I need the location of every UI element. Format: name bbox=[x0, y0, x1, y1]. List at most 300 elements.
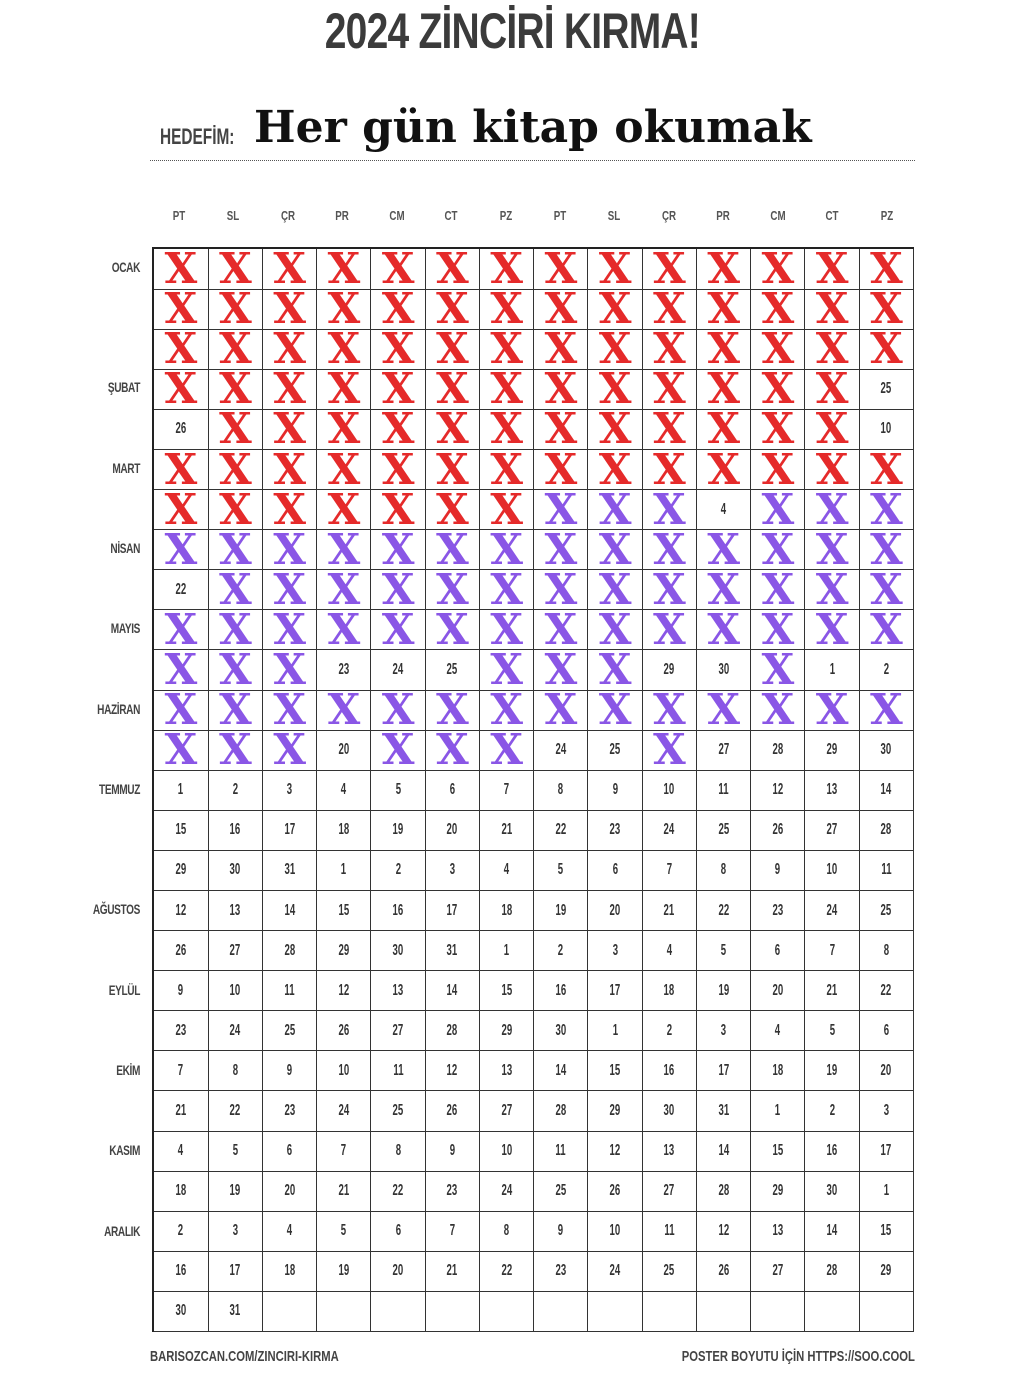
day-cell[interactable] bbox=[642, 770, 696, 810]
day-cell[interactable] bbox=[317, 730, 371, 770]
day-cell[interactable] bbox=[642, 810, 696, 850]
day-cell[interactable] bbox=[425, 685, 479, 735]
day-cell[interactable] bbox=[588, 1131, 642, 1171]
day-cell[interactable] bbox=[425, 284, 479, 334]
day-cell[interactable] bbox=[642, 284, 696, 334]
day-cell[interactable] bbox=[262, 1251, 316, 1291]
day-cell[interactable] bbox=[317, 891, 371, 931]
day-cell[interactable] bbox=[479, 810, 533, 850]
day-cell[interactable] bbox=[588, 1091, 642, 1131]
day-cell[interactable] bbox=[479, 891, 533, 931]
day-cell[interactable] bbox=[588, 604, 642, 654]
day-cell[interactable] bbox=[805, 324, 859, 374]
day-cell[interactable] bbox=[859, 243, 913, 293]
day-cell[interactable] bbox=[642, 685, 696, 735]
day-cell[interactable] bbox=[262, 685, 316, 735]
day-cell[interactable] bbox=[317, 931, 371, 971]
day-cell[interactable] bbox=[208, 1051, 262, 1091]
day-cell[interactable] bbox=[805, 1051, 859, 1091]
day-cell[interactable] bbox=[154, 850, 208, 890]
day-cell[interactable] bbox=[262, 524, 316, 574]
day-cell[interactable] bbox=[534, 564, 588, 614]
day-cell[interactable] bbox=[317, 564, 371, 614]
day-cell[interactable] bbox=[859, 1131, 913, 1171]
day-cell[interactable] bbox=[588, 810, 642, 850]
day-cell[interactable] bbox=[208, 1211, 262, 1251]
day-cell[interactable] bbox=[642, 931, 696, 971]
day-cell[interactable] bbox=[479, 524, 533, 574]
day-cell[interactable] bbox=[696, 284, 750, 334]
day-cell[interactable] bbox=[479, 1171, 533, 1211]
day-cell[interactable] bbox=[805, 931, 859, 971]
day-cell[interactable] bbox=[859, 1251, 913, 1291]
day-cell[interactable] bbox=[317, 1171, 371, 1211]
day-cell[interactable] bbox=[262, 891, 316, 931]
day-cell[interactable] bbox=[154, 484, 208, 534]
day-cell[interactable] bbox=[751, 1211, 805, 1251]
day-cell[interactable] bbox=[479, 1211, 533, 1251]
day-cell[interactable] bbox=[588, 971, 642, 1011]
day-cell[interactable] bbox=[371, 1171, 425, 1211]
day-cell[interactable] bbox=[534, 404, 588, 454]
day-cell[interactable] bbox=[371, 650, 425, 690]
day-cell[interactable] bbox=[479, 444, 533, 494]
day-cell[interactable] bbox=[154, 810, 208, 850]
day-cell[interactable] bbox=[642, 1131, 696, 1171]
day-cell[interactable] bbox=[479, 770, 533, 810]
day-cell[interactable] bbox=[208, 524, 262, 574]
day-cell[interactable] bbox=[262, 644, 316, 694]
day-cell[interactable] bbox=[317, 650, 371, 690]
day-cell[interactable] bbox=[425, 1011, 479, 1051]
day-cell[interactable] bbox=[534, 891, 588, 931]
day-cell[interactable] bbox=[154, 1211, 208, 1251]
day-cell[interactable] bbox=[317, 484, 371, 534]
day-cell[interactable] bbox=[588, 404, 642, 454]
day-cell[interactable] bbox=[805, 971, 859, 1011]
day-cell[interactable] bbox=[154, 725, 208, 775]
day-cell[interactable] bbox=[751, 644, 805, 694]
day-cell[interactable] bbox=[262, 971, 316, 1011]
day-cell[interactable] bbox=[696, 1291, 750, 1331]
day-cell[interactable] bbox=[751, 770, 805, 810]
day-cell[interactable] bbox=[425, 364, 479, 414]
day-cell[interactable] bbox=[696, 1051, 750, 1091]
day-cell[interactable] bbox=[425, 1291, 479, 1331]
day-cell[interactable] bbox=[154, 570, 208, 610]
day-cell[interactable] bbox=[371, 1291, 425, 1331]
day-cell[interactable] bbox=[805, 1131, 859, 1171]
day-cell[interactable] bbox=[425, 1131, 479, 1171]
day-cell[interactable] bbox=[425, 243, 479, 293]
day-cell[interactable] bbox=[154, 1091, 208, 1131]
day-cell[interactable] bbox=[425, 810, 479, 850]
day-cell[interactable] bbox=[208, 770, 262, 810]
day-cell[interactable] bbox=[534, 1291, 588, 1331]
day-cell[interactable] bbox=[371, 243, 425, 293]
day-cell[interactable] bbox=[262, 364, 316, 414]
day-cell[interactable] bbox=[588, 284, 642, 334]
day-cell[interactable] bbox=[751, 444, 805, 494]
day-cell[interactable] bbox=[425, 1051, 479, 1091]
day-cell[interactable] bbox=[262, 850, 316, 890]
day-cell[interactable] bbox=[696, 604, 750, 654]
day-cell[interactable] bbox=[154, 931, 208, 971]
day-cell[interactable] bbox=[479, 1131, 533, 1171]
day-cell[interactable] bbox=[208, 850, 262, 890]
day-cell[interactable] bbox=[534, 1171, 588, 1211]
day-cell[interactable] bbox=[317, 444, 371, 494]
day-cell[interactable] bbox=[479, 931, 533, 971]
day-cell[interactable] bbox=[588, 1291, 642, 1331]
day-cell[interactable] bbox=[751, 604, 805, 654]
day-cell[interactable] bbox=[425, 444, 479, 494]
day-cell[interactable] bbox=[425, 725, 479, 775]
day-cell[interactable] bbox=[154, 444, 208, 494]
day-cell[interactable] bbox=[588, 1051, 642, 1091]
day-cell[interactable] bbox=[317, 404, 371, 454]
day-cell[interactable] bbox=[642, 444, 696, 494]
day-cell[interactable] bbox=[805, 1291, 859, 1331]
day-cell[interactable] bbox=[154, 1131, 208, 1171]
day-cell[interactable] bbox=[479, 1291, 533, 1331]
day-cell[interactable] bbox=[859, 891, 913, 931]
day-cell[interactable] bbox=[479, 685, 533, 735]
day-cell[interactable] bbox=[317, 971, 371, 1011]
day-cell[interactable] bbox=[805, 650, 859, 690]
day-cell[interactable] bbox=[642, 243, 696, 293]
day-cell[interactable] bbox=[588, 243, 642, 293]
day-cell[interactable] bbox=[751, 1291, 805, 1331]
day-cell[interactable] bbox=[696, 444, 750, 494]
day-cell[interactable] bbox=[154, 1291, 208, 1331]
day-cell[interactable] bbox=[642, 891, 696, 931]
day-cell[interactable] bbox=[371, 971, 425, 1011]
day-cell[interactable] bbox=[425, 1091, 479, 1131]
day-cell[interactable] bbox=[371, 685, 425, 735]
day-cell[interactable] bbox=[805, 1251, 859, 1291]
day-cell[interactable] bbox=[317, 770, 371, 810]
day-cell[interactable] bbox=[371, 324, 425, 374]
day-cell[interactable] bbox=[425, 971, 479, 1011]
day-cell[interactable] bbox=[208, 725, 262, 775]
day-cell[interactable] bbox=[696, 770, 750, 810]
day-cell[interactable] bbox=[805, 730, 859, 770]
day-cell[interactable] bbox=[208, 931, 262, 971]
day-cell[interactable] bbox=[534, 604, 588, 654]
day-cell[interactable] bbox=[534, 243, 588, 293]
day-cell[interactable] bbox=[317, 810, 371, 850]
day-cell[interactable] bbox=[479, 725, 533, 775]
day-cell[interactable] bbox=[534, 364, 588, 414]
day-cell[interactable] bbox=[534, 1211, 588, 1251]
day-cell[interactable] bbox=[479, 1091, 533, 1131]
day-cell[interactable] bbox=[479, 404, 533, 454]
day-cell[interactable] bbox=[208, 1251, 262, 1291]
day-cell[interactable] bbox=[534, 850, 588, 890]
day-cell[interactable] bbox=[371, 444, 425, 494]
day-cell[interactable] bbox=[262, 1291, 316, 1331]
day-cell[interactable] bbox=[534, 931, 588, 971]
day-cell[interactable] bbox=[751, 484, 805, 534]
day-cell[interactable] bbox=[317, 1291, 371, 1331]
day-cell[interactable] bbox=[262, 284, 316, 334]
day-cell[interactable] bbox=[642, 1251, 696, 1291]
day-cell[interactable] bbox=[208, 484, 262, 534]
day-cell[interactable] bbox=[154, 284, 208, 334]
day-cell[interactable] bbox=[262, 931, 316, 971]
day-cell[interactable] bbox=[805, 1011, 859, 1051]
day-cell[interactable] bbox=[859, 564, 913, 614]
day-cell[interactable] bbox=[534, 685, 588, 735]
day-cell[interactable] bbox=[696, 971, 750, 1011]
day-cell[interactable] bbox=[642, 324, 696, 374]
day-cell[interactable] bbox=[751, 971, 805, 1011]
day-cell[interactable] bbox=[262, 810, 316, 850]
day-cell[interactable] bbox=[751, 284, 805, 334]
day-cell[interactable] bbox=[479, 324, 533, 374]
day-cell[interactable] bbox=[588, 1211, 642, 1251]
day-cell[interactable] bbox=[805, 604, 859, 654]
day-cell[interactable] bbox=[262, 1091, 316, 1131]
day-cell[interactable] bbox=[479, 284, 533, 334]
day-cell[interactable] bbox=[479, 971, 533, 1011]
day-cell[interactable] bbox=[859, 444, 913, 494]
day-cell[interactable] bbox=[805, 484, 859, 534]
day-cell[interactable] bbox=[154, 409, 208, 449]
day-cell[interactable] bbox=[588, 324, 642, 374]
day-cell[interactable] bbox=[262, 770, 316, 810]
day-cell[interactable] bbox=[751, 850, 805, 890]
day-cell[interactable] bbox=[805, 404, 859, 454]
day-cell[interactable] bbox=[534, 644, 588, 694]
day-cell[interactable] bbox=[751, 685, 805, 735]
day-cell[interactable] bbox=[696, 364, 750, 414]
day-cell[interactable] bbox=[371, 284, 425, 334]
day-cell[interactable] bbox=[534, 324, 588, 374]
day-cell[interactable] bbox=[479, 1011, 533, 1051]
day-cell[interactable] bbox=[588, 564, 642, 614]
day-cell[interactable] bbox=[208, 284, 262, 334]
day-cell[interactable] bbox=[371, 1051, 425, 1091]
day-cell[interactable] bbox=[588, 484, 642, 534]
day-cell[interactable] bbox=[805, 891, 859, 931]
day-cell[interactable] bbox=[642, 725, 696, 775]
day-cell[interactable] bbox=[371, 404, 425, 454]
day-cell[interactable] bbox=[805, 770, 859, 810]
day-cell[interactable] bbox=[479, 644, 533, 694]
day-cell[interactable] bbox=[371, 364, 425, 414]
day-cell[interactable] bbox=[805, 1091, 859, 1131]
day-cell[interactable] bbox=[262, 1131, 316, 1171]
day-cell[interactable] bbox=[805, 685, 859, 735]
day-cell[interactable] bbox=[751, 891, 805, 931]
day-cell[interactable] bbox=[534, 810, 588, 850]
day-cell[interactable] bbox=[425, 891, 479, 931]
day-cell[interactable] bbox=[859, 810, 913, 850]
day-cell[interactable] bbox=[642, 1291, 696, 1331]
day-cell[interactable] bbox=[154, 1011, 208, 1051]
day-cell[interactable] bbox=[262, 1171, 316, 1211]
day-cell[interactable] bbox=[534, 1051, 588, 1091]
day-cell[interactable] bbox=[696, 685, 750, 735]
day-cell[interactable] bbox=[425, 404, 479, 454]
day-cell[interactable] bbox=[696, 1211, 750, 1251]
day-cell[interactable] bbox=[534, 971, 588, 1011]
day-cell[interactable] bbox=[751, 404, 805, 454]
day-cell[interactable] bbox=[642, 1051, 696, 1091]
day-cell[interactable] bbox=[479, 1051, 533, 1091]
day-cell[interactable] bbox=[859, 1171, 913, 1211]
day-cell[interactable] bbox=[317, 1251, 371, 1291]
day-cell[interactable] bbox=[642, 1011, 696, 1051]
day-cell[interactable] bbox=[805, 243, 859, 293]
day-cell[interactable] bbox=[371, 1011, 425, 1051]
day-cell[interactable] bbox=[208, 1291, 262, 1331]
day-cell[interactable] bbox=[208, 324, 262, 374]
day-cell[interactable] bbox=[371, 1091, 425, 1131]
day-cell[interactable] bbox=[208, 444, 262, 494]
day-cell[interactable] bbox=[859, 324, 913, 374]
day-cell[interactable] bbox=[154, 243, 208, 293]
day-cell[interactable] bbox=[262, 444, 316, 494]
day-cell[interactable] bbox=[534, 444, 588, 494]
day-cell[interactable] bbox=[371, 484, 425, 534]
day-cell[interactable] bbox=[479, 1251, 533, 1291]
day-cell[interactable] bbox=[208, 685, 262, 735]
day-cell[interactable] bbox=[859, 850, 913, 890]
day-cell[interactable] bbox=[859, 770, 913, 810]
day-cell[interactable] bbox=[208, 564, 262, 614]
day-cell[interactable] bbox=[425, 850, 479, 890]
day-cell[interactable] bbox=[262, 243, 316, 293]
day-cell[interactable] bbox=[859, 971, 913, 1011]
day-cell[interactable] bbox=[859, 484, 913, 534]
day-cell[interactable] bbox=[588, 1011, 642, 1051]
day-cell[interactable] bbox=[859, 1091, 913, 1131]
day-cell[interactable] bbox=[479, 604, 533, 654]
day-cell[interactable] bbox=[317, 364, 371, 414]
day-cell[interactable] bbox=[859, 650, 913, 690]
day-cell[interactable] bbox=[154, 1051, 208, 1091]
day-cell[interactable] bbox=[642, 564, 696, 614]
day-cell[interactable] bbox=[262, 725, 316, 775]
day-cell[interactable] bbox=[642, 1211, 696, 1251]
day-cell[interactable] bbox=[479, 850, 533, 890]
day-cell[interactable] bbox=[262, 1051, 316, 1091]
day-cell[interactable] bbox=[425, 770, 479, 810]
day-cell[interactable] bbox=[208, 644, 262, 694]
day-cell[interactable] bbox=[425, 1211, 479, 1251]
day-cell[interactable] bbox=[371, 810, 425, 850]
day-cell[interactable] bbox=[696, 1011, 750, 1051]
day-cell[interactable] bbox=[262, 604, 316, 654]
day-cell[interactable] bbox=[751, 243, 805, 293]
day-cell[interactable] bbox=[534, 770, 588, 810]
day-cell[interactable] bbox=[425, 931, 479, 971]
day-cell[interactable] bbox=[859, 931, 913, 971]
day-cell[interactable] bbox=[479, 364, 533, 414]
day-cell[interactable] bbox=[317, 850, 371, 890]
day-cell[interactable] bbox=[696, 850, 750, 890]
day-cell[interactable] bbox=[588, 524, 642, 574]
day-cell[interactable] bbox=[642, 1091, 696, 1131]
day-cell[interactable] bbox=[371, 770, 425, 810]
day-cell[interactable] bbox=[588, 364, 642, 414]
day-cell[interactable] bbox=[696, 324, 750, 374]
day-cell[interactable] bbox=[859, 284, 913, 334]
day-cell[interactable] bbox=[154, 644, 208, 694]
day-cell[interactable] bbox=[588, 770, 642, 810]
day-cell[interactable] bbox=[751, 1051, 805, 1091]
day-cell[interactable] bbox=[859, 1011, 913, 1051]
day-cell[interactable] bbox=[642, 604, 696, 654]
day-cell[interactable] bbox=[805, 364, 859, 414]
day-cell[interactable] bbox=[642, 364, 696, 414]
day-cell[interactable] bbox=[642, 524, 696, 574]
day-cell[interactable] bbox=[696, 730, 750, 770]
day-cell[interactable] bbox=[154, 324, 208, 374]
day-cell[interactable] bbox=[859, 409, 913, 449]
day-cell[interactable] bbox=[154, 1251, 208, 1291]
day-cell[interactable] bbox=[262, 1211, 316, 1251]
day-cell[interactable] bbox=[262, 1011, 316, 1051]
day-cell[interactable] bbox=[642, 484, 696, 534]
day-cell[interactable] bbox=[208, 810, 262, 850]
day-cell[interactable] bbox=[371, 725, 425, 775]
day-cell[interactable] bbox=[208, 1171, 262, 1211]
day-cell[interactable] bbox=[588, 891, 642, 931]
day-cell[interactable] bbox=[208, 364, 262, 414]
day-cell[interactable] bbox=[696, 1131, 750, 1171]
day-cell[interactable] bbox=[751, 931, 805, 971]
day-cell[interactable] bbox=[859, 1211, 913, 1251]
day-cell[interactable] bbox=[751, 1091, 805, 1131]
day-cell[interactable] bbox=[805, 444, 859, 494]
day-cell[interactable] bbox=[751, 1171, 805, 1211]
day-cell[interactable] bbox=[805, 1171, 859, 1211]
day-cell[interactable] bbox=[317, 324, 371, 374]
day-cell[interactable] bbox=[154, 1171, 208, 1211]
day-cell[interactable] bbox=[262, 324, 316, 374]
day-cell[interactable] bbox=[859, 730, 913, 770]
day-cell[interactable] bbox=[317, 1211, 371, 1251]
day-cell[interactable] bbox=[208, 891, 262, 931]
day-cell[interactable] bbox=[425, 1171, 479, 1211]
day-cell[interactable] bbox=[751, 1011, 805, 1051]
day-cell[interactable] bbox=[642, 404, 696, 454]
day-cell[interactable] bbox=[751, 810, 805, 850]
day-cell[interactable] bbox=[317, 524, 371, 574]
day-cell[interactable] bbox=[371, 1131, 425, 1171]
day-cell[interactable] bbox=[696, 650, 750, 690]
day-cell[interactable] bbox=[317, 685, 371, 735]
day-cell[interactable] bbox=[534, 484, 588, 534]
day-cell[interactable] bbox=[208, 1011, 262, 1051]
day-cell[interactable] bbox=[805, 564, 859, 614]
day-cell[interactable] bbox=[154, 891, 208, 931]
day-cell[interactable] bbox=[696, 490, 750, 530]
day-cell[interactable] bbox=[371, 564, 425, 614]
day-cell[interactable] bbox=[425, 524, 479, 574]
day-cell[interactable] bbox=[588, 644, 642, 694]
day-cell[interactable] bbox=[642, 650, 696, 690]
day-cell[interactable] bbox=[425, 650, 479, 690]
day-cell[interactable] bbox=[154, 524, 208, 574]
day-cell[interactable] bbox=[805, 810, 859, 850]
day-cell[interactable] bbox=[588, 730, 642, 770]
day-cell[interactable] bbox=[534, 1251, 588, 1291]
